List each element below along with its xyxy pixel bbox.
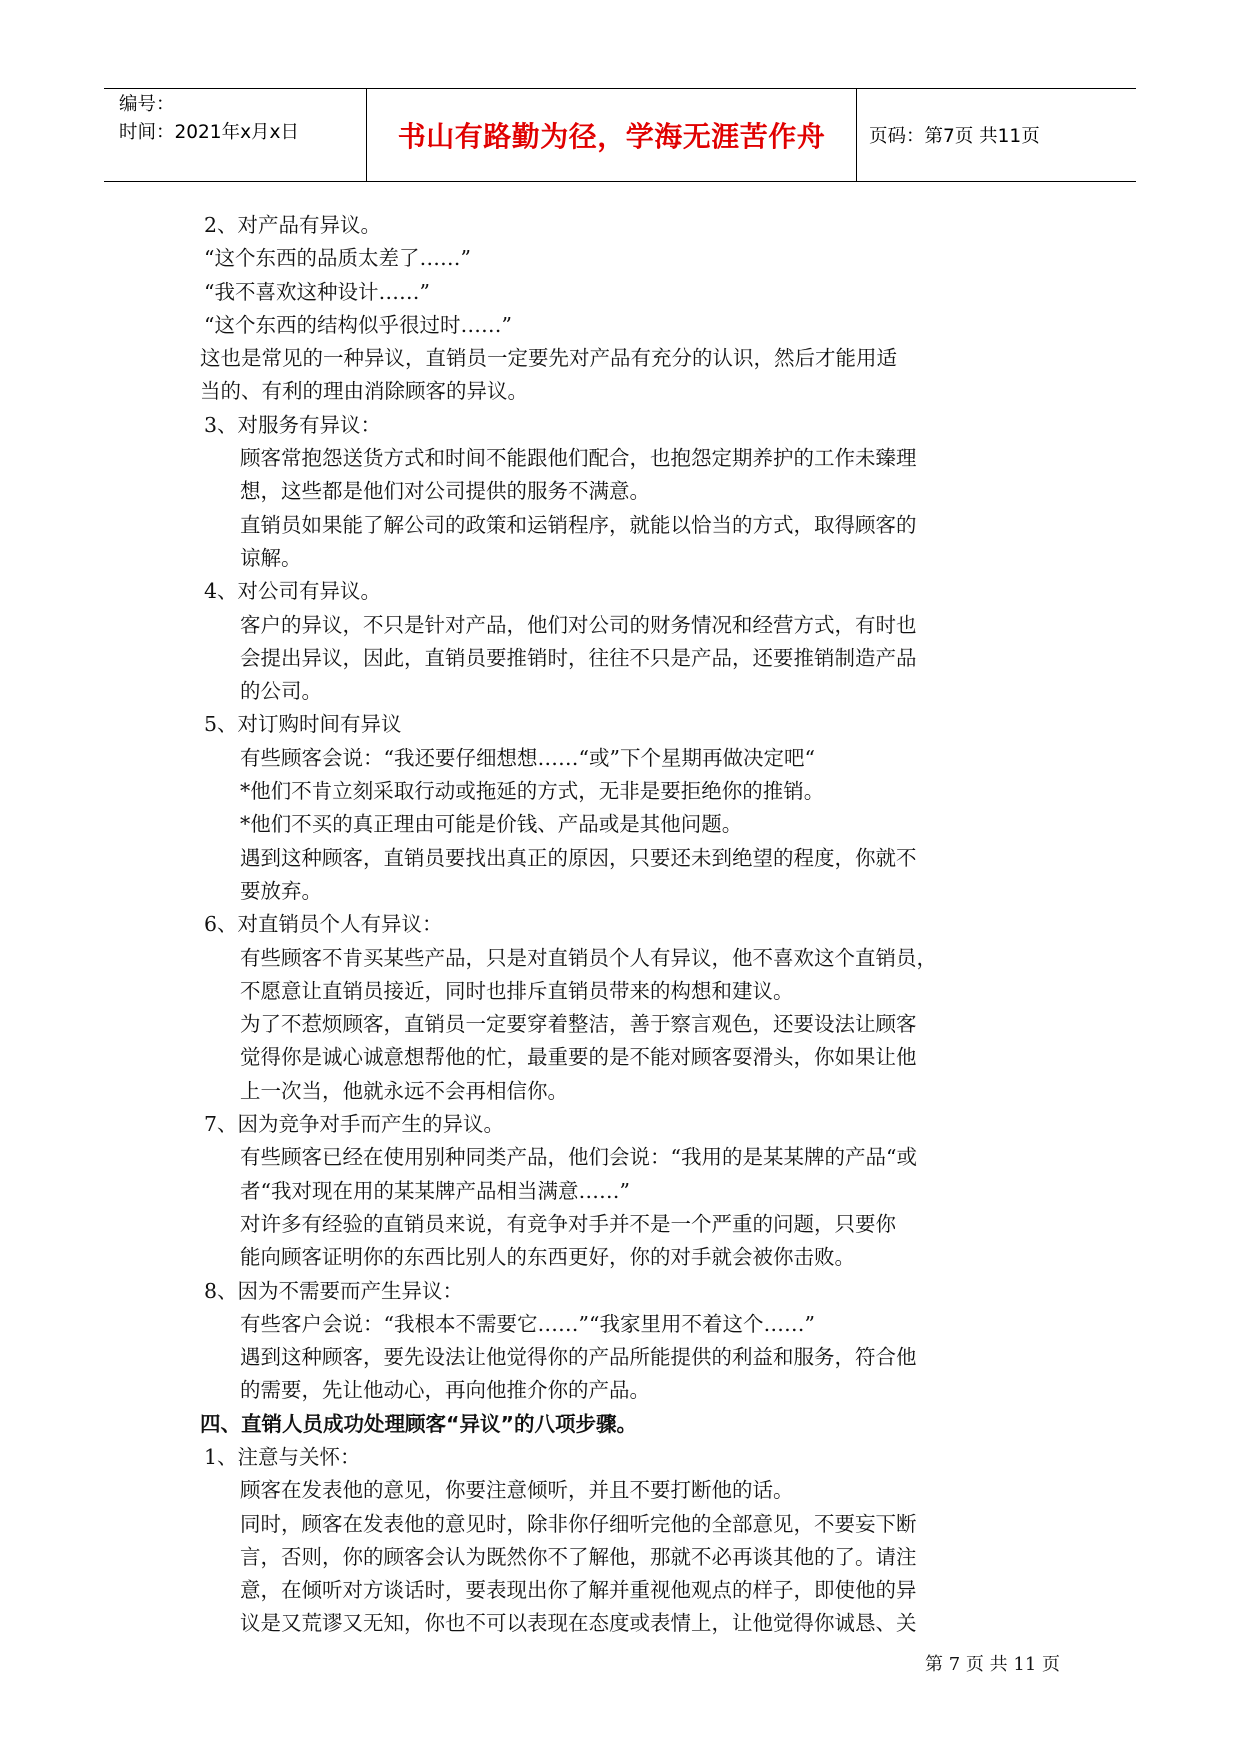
text-line: 直销员如果能了解公司的政策和运销程序，就能以恰当的方式，取得顾客的 [240,512,917,537]
text-line: 会提出异议，因此，直销员要推销时，往往不只是产品，还要推销制造产品 [240,645,917,670]
text-line: 的需要，先让他动心，再向他推介你的产品。 [240,1378,650,1403]
text-line: 要放弃。 [240,878,322,903]
text-line: 为了不惹烦顾客，直销员一定要穿着整洁，善于察言观色，还要设法让顾客 [240,1012,917,1037]
text-line: 当的、有利的理由消除顾客的异议。 [200,379,528,404]
text-line: “这个东西的结构似乎很过时……” [204,312,512,337]
header-meta [104,89,367,181]
text-line: 对许多有经验的直销员来说，有竞争对手并不是一个严重的问题，只要你 [240,1211,896,1236]
text-line: 者“我对现在用的某某牌产品相当满意……” [240,1178,630,1203]
text-line: “我不喜欢这种设计……” [204,279,430,304]
text-line: 4、对公司有异议。 [204,579,382,604]
text-line: 客户的异议，不只是针对产品，他们对公司的财务情况和经营方式，有时也 [240,612,917,637]
text-line: 3、对服务有异议： [204,412,382,437]
header-page-label: 页码：第7页 共11页 [869,126,1040,147]
text-line: 7、因为竞争对手而产生的异议。 [204,1112,505,1137]
text-line: 同时，顾客在发表他的意见时，除非你仔细听完他的全部意见，不要妄下断 [240,1511,917,1536]
text-line: 有些顾客不肯买某些产品，只是对直销员个人有异议，他不喜欢这个直销员， [240,945,937,970]
text-line: 想，这些都是他们对公司提供的服务不满意。 [240,479,650,504]
text-line: 这也是常见的一种异议，直销员一定要先对产品有充分的认识，然后才能用适 [200,346,897,371]
page-footer-number: 第 7 页 共 11 页 [925,1654,1060,1675]
document-time-label: 时间：2021年x月x日 [119,122,299,143]
text-line: *他们不买的真正理由可能是价钱、产品或是其他问题。 [240,812,743,837]
text-line: 上一次当，他就永远不会再相信你。 [240,1078,568,1103]
text-line: 6、对直销员个人有异议： [204,912,443,937]
text-line: 谅解。 [240,545,302,570]
text-line: 遇到这种顾客，直销员要找出真正的原因，只要还未到绝望的程度，你就不 [240,845,917,870]
text-line: 有些顾客会说：“我还要仔细想想……“或”下个星期再做决定吧“ [240,745,815,770]
text-line: 觉得你是诚心诚意想帮他的忙，最重要的是不能对顾客耍滑头，你如果让他 [240,1045,917,1070]
text-line: 遇到这种顾客，要先设法让他觉得你的产品所能提供的利益和服务，符合他 [240,1345,917,1370]
text-line: 有些顾客已经在使用别种同类产品，他们会说：“我用的是某某牌的产品“或 [240,1145,917,1170]
text-line: 不愿意让直销员接近，同时也排斥直销员带来的构想和建议。 [240,978,794,1003]
text-line: 2、对产品有异议。 [204,213,382,237]
text-line: *他们不肯立刻采取行动或拖延的方式，无非是要拒绝你的推销。 [240,779,825,804]
text-line: 议是又荒谬又无知，你也不可以表现在态度或表情上，让他觉得你诚恳、关 [240,1611,917,1636]
document-body [200,209,1056,1641]
text-line: “这个东西的品质太差了……” [204,246,471,271]
text-line: 顾客在发表他的意见，你要注意倾听，并且不要打断他的话。 [240,1478,794,1503]
text-line: 能向顾客证明你的东西比别人的东西更好，你的对手就会被你击败。 [240,1245,855,1270]
text-line: 8、因为不需要而产生异议： [204,1278,464,1303]
text-line: 1、注意与关怀： [204,1444,361,1469]
text-line: 顾客常抱怨送货方式和时间不能跟他们配合，也抱怨定期养护的工作未臻理 [240,446,917,471]
text-line: 言，否则，你的顾客会认为既然你不了解他，那就不必再谈其他的了。请注 [240,1544,917,1569]
header-motto: 书山有路勤为径，学海无涯苦作舟 [367,89,857,181]
text-line: 意，在倾听对方谈话时，要表现出你了解并重视他观点的样子，即使他的异 [240,1578,917,1603]
text-line: 的公司。 [240,679,322,704]
page-header [104,88,1136,182]
text-line: 5、对订购时间有异议 [204,712,402,737]
text-line: 有些客户会说：“我根本不需要它……”“我家里用不着这个……” [240,1311,815,1336]
document-number-label: 编号： [119,94,175,115]
section-heading: 四、直销人员成功处理顾客“异议”的八项步骤。 [200,1411,637,1436]
